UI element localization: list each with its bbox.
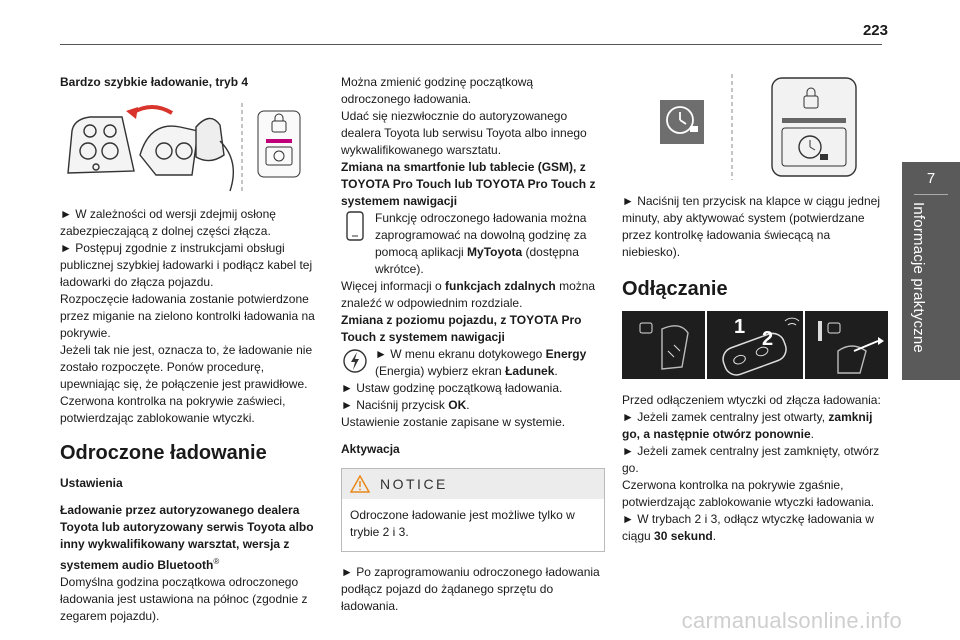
default-time-text: Domyślna godzina początkowa odroczonego ładowania jest ustawiona na północ (zgodnie z zegarem pojazdu).	[60, 575, 308, 623]
smartphone-text: Funkcję odroczonego ładowania można zaprogramować na dowolną godzinę za pomocą aplikacji MyToyota (dostępna wkrótce).	[375, 211, 587, 276]
chapter-tab-divider	[914, 194, 948, 195]
warning-icon	[350, 475, 370, 493]
section-deferred-charging: Odroczone ładowanie	[60, 442, 267, 464]
notice-title: NOTICE	[380, 475, 448, 492]
smartphone-heading: Zmiana na smartfonie lub tablecie (GSM), z TOYOTA Pro Touch lub TOYOTA Pro Touch z systemem nawigacji	[341, 160, 596, 208]
locked-step: ► Jeżeli zamek centralny jest zamknięty, otwórz go.	[622, 444, 880, 475]
header-rule	[60, 44, 882, 45]
remote-functions-text: Więcej informacji o funkcjach zdalnych można znaleźć w odpowiednim rozdziale.	[341, 279, 596, 310]
saved-text: Ustawienie zostanie zapisane w systemie.	[341, 415, 566, 429]
before-disconnect-text: Przed odłączeniem wtyczki od złącza ładowania:	[622, 393, 881, 407]
press-button-step: ► Naciśnij ten przycisk na klapce w ciągu jednej minuty, aby aktywować system (potwierdzane przez kontrolkę ładowania świecącą na niebiesko).	[622, 194, 880, 259]
lock-led-text: Czerwona kontrolka na pokrywie zaświeci, potwierdzając zablokowanie wtyczki.	[60, 394, 286, 425]
unlocked-step: ► Jeżeli zamek centralny jest otwarty, zamknij go, a następnie otwórz ponownie.	[622, 410, 873, 441]
disconnect-illustration	[622, 311, 888, 379]
step-2-label: 2	[762, 328, 774, 350]
step-1-label: 1	[734, 316, 746, 338]
page-number: 223	[862, 22, 888, 39]
remove-cover-step: ► W zależności od wersji zdejmij osłonę zabezpieczającą z dolnej części złącza.	[60, 207, 276, 238]
connect-charger-step: ► Postępuj zgodnie z instrukcjami obsługi publicznej szybkiej ładowarki i podłącz kabel tej ładowarki do złącza pojazdu.	[60, 241, 313, 289]
notice-body: Odroczone ładowanie jest możliwe tylko w trybie 2 i 3.	[350, 508, 575, 539]
smartphone-icon	[341, 210, 369, 242]
energy-menu-step: ► W menu ekranu dotykowego Energy (Energia) wybierz ekran Ładunek.	[375, 347, 587, 378]
change-time-text: Można zmienić godzinę początkową odroczonego ładowania.	[341, 75, 534, 106]
red-led-off-text: Czerwona kontrolka na pokrywie zgaśnie, potwierdzając zablokowanie wtyczki ładowania.	[622, 478, 875, 509]
press-ok-step: ► Naciśnij przycisk OK.	[341, 398, 470, 412]
notice-box	[341, 468, 605, 552]
smartphone-row	[341, 210, 605, 278]
connector-illustration	[60, 101, 318, 193]
charge-fail-text: Jeżeli tak nie jest, oznacza to, że ładowanie nie zostało rozpoczęte. Ponów procedurę, upewniając się, że połączenie jest prawidłowe.	[60, 343, 313, 391]
charge-start-text: Rozpoczęcie ładowania zostanie potwierdzone przez miganie na zielono kontrolki ładowania na pokrywie.	[60, 292, 315, 340]
energy-icon	[341, 346, 369, 376]
watermark: carmanualsonline.info	[681, 608, 902, 633]
chapter-number: 7	[926, 170, 936, 187]
settings-subheading: Ustawienia	[60, 476, 123, 490]
dealer-bold-paragraph: Ładowanie przez autoryzowanego dealera Toyota lub autoryzowany serwis Toyota albo inny wykwalifikowany warsztat, wersja z systemem audio Bluetooth®	[60, 503, 314, 572]
mode4-heading: Bardzo szybkie ładowanie, tryb 4	[60, 75, 249, 89]
column-2	[341, 74, 605, 615]
flap-button-figure	[622, 74, 888, 185]
flap-button-illustration	[622, 74, 888, 180]
visit-dealer-text: Udać się niezwłocznie do autoryzowanego dealera Toyota lub serwisu Toyota albo innego wykwalifikowanego warsztatu.	[341, 109, 587, 157]
activation-heading: Aktywacja	[341, 442, 400, 456]
after-programming-text: ► Po zaprogramowaniu odroczonego ładowania podłącz pojazd do żądanego sprzętu do ładowania.	[341, 565, 600, 613]
vehicle-heading: Zmiana z poziomu pojazdu, z TOYOTA Pro Touch z systemem nawigacji	[341, 313, 582, 344]
section-disconnect: Odłączanie	[622, 278, 728, 300]
chapter-tab	[902, 162, 960, 380]
set-time-step: ► Ustaw godzinę początkową ładowania.	[341, 381, 563, 395]
red-arrow	[132, 107, 172, 113]
charge-led	[266, 139, 292, 143]
column-3	[622, 74, 888, 545]
column-1	[60, 74, 318, 625]
energy-row	[341, 346, 605, 380]
disconnect-30s-step: ► W trybach 2 i 3, odłącz wtyczkę ładowania w ciągu 30 sekund.	[622, 512, 874, 543]
fast-charge-connector-figure	[60, 101, 318, 198]
chapter-title: Informacje praktyczne	[910, 202, 927, 353]
notice-header	[342, 469, 604, 499]
disconnect-figure	[622, 311, 888, 384]
